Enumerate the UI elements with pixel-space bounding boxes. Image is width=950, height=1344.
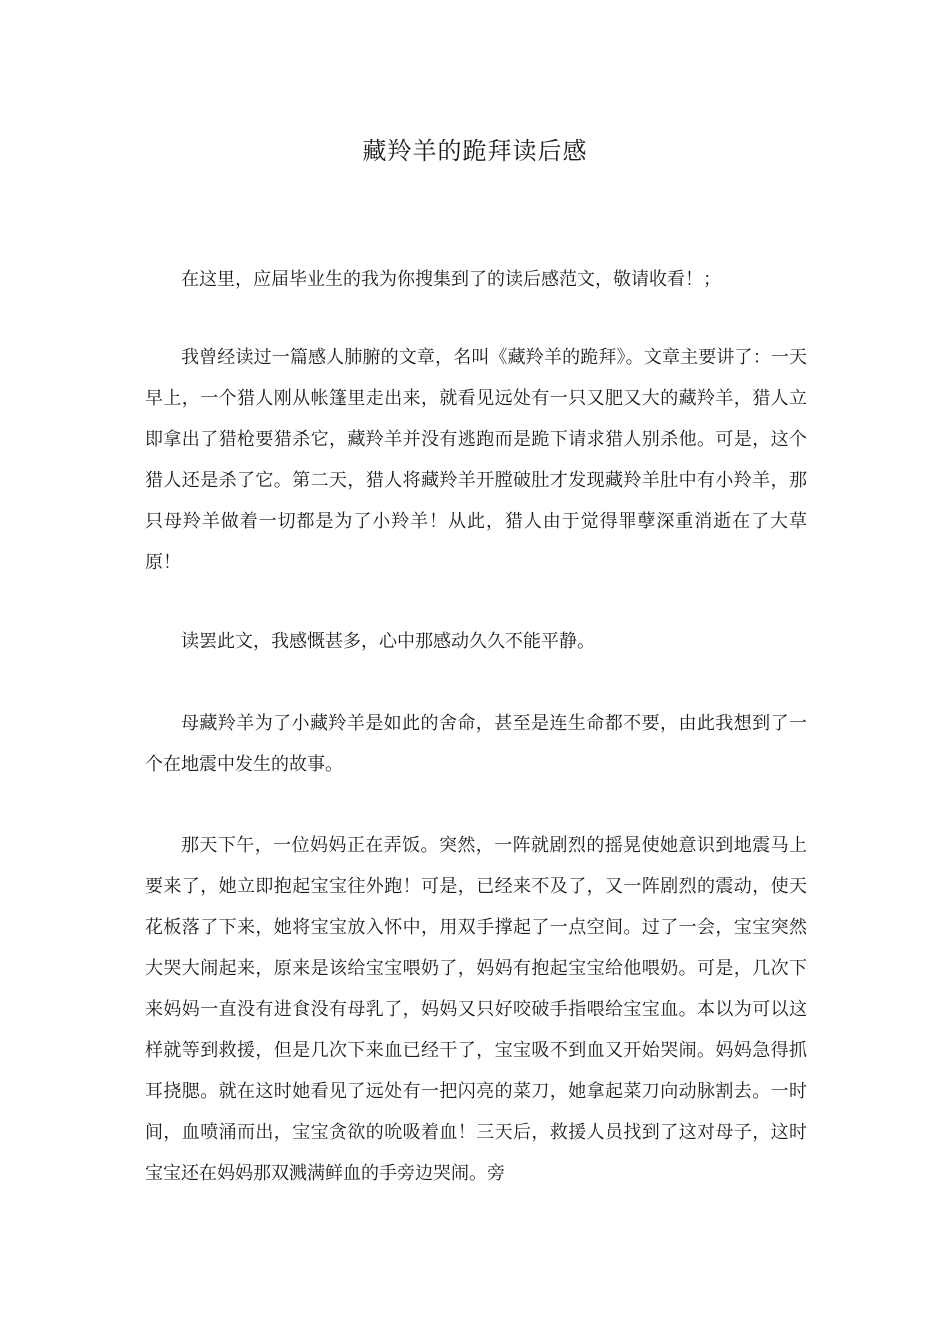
paragraph-reflection: 读罢此文，我感慨甚多，心中那感动久久不能平静。 [181,631,595,652]
document-title: 藏羚羊的跪拜读后感 [362,137,588,165]
paragraph-story-summary: 我曾经读过一篇感人肺腑的文章，名叫《藏羚羊的跪拜》。文章主要讲了：一天早上，一个猎人刚从帐篷里走出来，就看见远处有一只又肥又大的藏羚羊，猎人立即拿出了猎枪要猎杀它，藏羚羊并没有逃跑而是跪下请求猎人别杀他。可是，这个猎人还是杀了它。第二天，猎人将藏羚羊开膛破肚才发现藏羚羊肚中有小羚羊，那只母羚羊做着一切都是为了小羚羊！从此，猎人由于觉得罪孽深重消逝在了大草原！ [145,347,807,573]
paragraph-association: 母藏羚羊为了小藏羚羊是如此的舍命，甚至是连生命都不要，由此我想到了一个在地震中发生的故事。 [145,713,807,775]
paragraph-earthquake-story: 那天下午，一位妈妈正在弄饭。突然，一阵就剧烈的摇晃使她意识到地震马上要来了，她立即抱起宝宝往外跑！可是，已经来不及了，又一阵剧烈的震动，使天花板落了下来，她将宝宝放入怀中，用双手撑起了一点空间。过了一会，宝宝突然大哭大闹起来，原来是该给宝宝喂奶了，妈妈有抱起宝宝给他喂奶。可是，几次下来妈妈一直没有进食没有母乳了，妈妈又只好咬破手指喂给宝宝血。本以为可以这样就等到救援，但是几次下来血已经干了，宝宝吸不到血又开始哭闹。妈妈急得抓耳挠腮。就在这时她看见了远处有一把闪亮的菜刀，她拿起菜刀向动脉割去。一时间，血喷涌而出，宝宝贪欲的吮吸着血！三天后，救援人员找到了这对母子，这时宝宝还在妈妈那双溅满鲜血的手旁边哭闹。旁 [145,835,807,1184]
paragraph-intro: 在这里，应届毕业生的我为你搜集到了的读后感范文，敬请收看！； [181,269,721,290]
